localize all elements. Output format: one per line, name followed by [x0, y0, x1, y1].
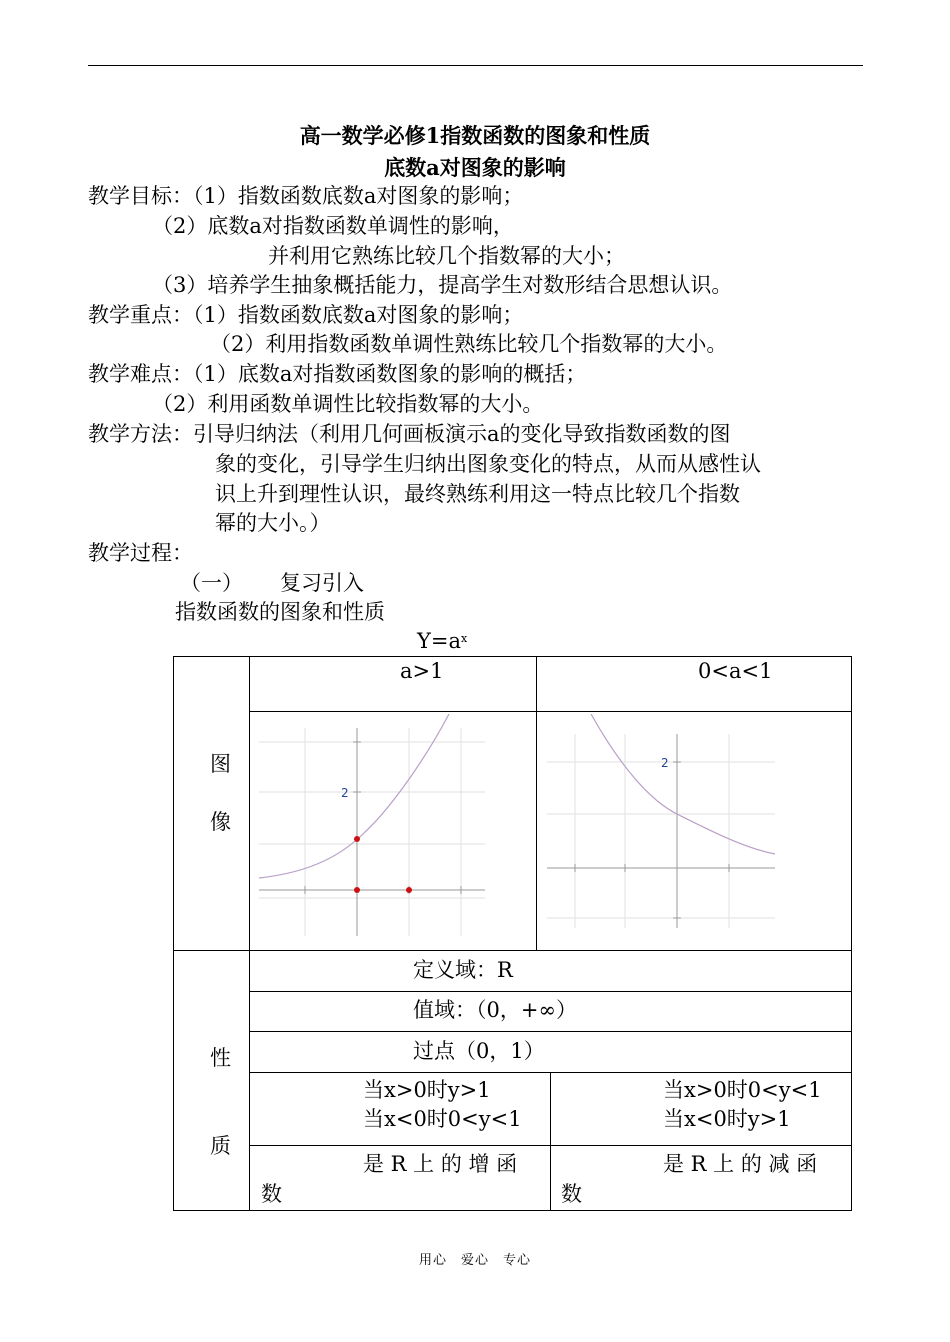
curve-decreasing: [591, 714, 775, 854]
page-subtitle: 底数a对图象的影响: [384, 155, 566, 180]
goal-2b: 并利用它熟练比较几个指数幂的大小；: [268, 244, 625, 268]
section-1-number: （一）: [180, 571, 243, 595]
label-column-divider: [249, 656, 250, 1211]
focus-1: （1）指数函数底数a对图象的影响；: [193, 303, 524, 327]
properties-table: [173, 656, 852, 1211]
formula-base: Y=a: [417, 629, 461, 653]
point-origin: [354, 887, 360, 893]
right-condition-2: 当x<0时y>1: [663, 1107, 791, 1131]
header-a-lt-1: 0<a<1: [698, 659, 773, 683]
subsection-title: 指数函数的图象和性质: [175, 600, 385, 624]
method-text-3: 识上升到理性认识，最终熟练利用这一特点比较几个指数: [215, 482, 740, 506]
range-cell: 值域：（0，+∞）: [413, 998, 577, 1022]
method-text-4: 幂的大小。）: [215, 511, 331, 535]
process-label: 教学过程：: [88, 541, 193, 565]
left-condition-2: 当x<0时0<y<1: [363, 1107, 522, 1131]
difficulty-label: 教学难点：: [88, 362, 193, 386]
left-monotonic-2: 数: [261, 1182, 282, 1206]
difficulty-1: （1）底数a对指数函数图象的影响的概括；: [193, 362, 587, 386]
method-label: 教学方法：: [88, 422, 193, 446]
point-0-1: [354, 836, 360, 842]
grid-left: [259, 728, 485, 936]
left-monotonic-1: 是 R 上 的 增 函: [363, 1152, 518, 1176]
row-label-property-2: 质: [210, 1134, 231, 1158]
goals-line: [88, 181, 523, 211]
footer-text: 用心 爱心 专心: [418, 1253, 531, 1268]
header-rule: [88, 65, 863, 66]
right-monotonic-2: 数: [561, 1182, 582, 1206]
focus-2: （2）利用指数函数单调性熟练比较几个指数幂的大小。: [210, 332, 728, 356]
property-column-divider: [550, 1072, 551, 1211]
difficulty-line: [88, 359, 586, 389]
graph-left-y-label: 2: [341, 786, 349, 800]
ticks-right: [575, 762, 729, 918]
graph-decreasing: [539, 714, 851, 948]
right-monotonic-1: 是 R 上 的 减 函: [663, 1152, 818, 1176]
graph-increasing: [253, 714, 535, 948]
method-text-1: 引导归纳法（利用几何画板演示a的变化导致指数函数的图: [193, 422, 731, 446]
section-1-title: 复习引入: [280, 571, 364, 595]
ticks-left: [305, 742, 461, 894]
image-column-divider: [536, 656, 537, 950]
domain-cell: 定义域：R: [413, 958, 513, 982]
goal-2: （2）底数a对指数函数单调性的影响，: [152, 214, 514, 238]
header-divider: [249, 711, 852, 712]
row-divider-2: [249, 1031, 852, 1032]
point-1-0: [406, 887, 412, 893]
section-divider: [173, 950, 852, 951]
graph-right-y-label: 2: [661, 756, 669, 770]
row-divider-1: [249, 991, 852, 992]
focus-line: [88, 300, 523, 330]
difficulty-2: （2）利用函数单调性比较指数幂的大小。: [152, 392, 544, 416]
left-condition-1: 当x>0时y>1: [363, 1078, 491, 1102]
goal-3: （3）培养学生抽象概括能力，提高学生对数形结合思想认识。: [152, 273, 733, 297]
method-text-2: 象的变化，引导学生归纳出图象变化的特点，从而从感性认: [215, 452, 761, 476]
goals-label: 教学目标：: [88, 184, 193, 208]
row-label-property-1: 性: [210, 1046, 231, 1070]
row-label-image-2: 像: [210, 810, 231, 834]
header-a-gt-1: a>1: [400, 659, 444, 683]
point-cell: 过点（0，1）: [413, 1039, 545, 1063]
method-line: [88, 419, 731, 449]
focus-label: 教学重点：: [88, 303, 193, 327]
curve-increasing: [259, 714, 449, 878]
row-label-image-1: 图: [210, 752, 231, 776]
right-condition-1: 当x>0时0<y<1: [663, 1078, 822, 1102]
goal-1: （1）指数函数底数a对图象的影响；: [193, 184, 524, 208]
formula-exponent: x: [460, 632, 468, 645]
formula: [417, 626, 467, 656]
page-title: 高一数学必修1指数函数的图象和性质: [299, 123, 651, 148]
